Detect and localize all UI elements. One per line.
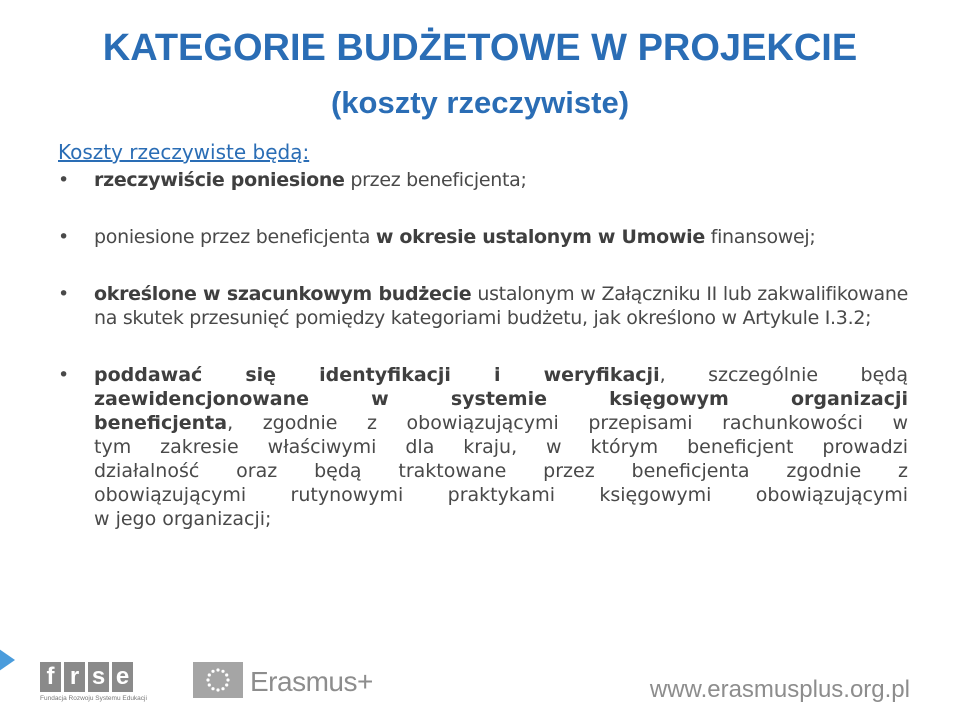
bullet-3-bold: określone w szacunkowym budżecie (94, 283, 472, 305)
bullet-4-line-6-text: obowiązującymi rutynowymi praktykami księgowymi obowiązującymi (94, 484, 908, 506)
frse-letter-s: s (88, 662, 109, 692)
bullet-3-text: ustalonym w Załączniku II lub zakwalifikowane na skutek przesunięć pomiędzy kategoriami budżetu, jak określono w Artykule I.3.2; (94, 283, 908, 329)
frse-subtitle: Fundacja Rozwoju Systemu Edukacji (40, 695, 147, 702)
bullet-4-line-1 (94, 363, 908, 387)
bullet-item-3 (58, 282, 908, 330)
bullet-1-bold: rzeczywiście poniesione (94, 169, 345, 191)
bullet-4-line-1-bold: poddawać się identyfikacji i weryfikacji (94, 364, 660, 386)
bullet-item-4 (58, 363, 908, 531)
bullet-4-line-4-text: tym zakresie właściwymi dla kraju, w którym beneficjent prowadzi (94, 436, 908, 458)
bullet-4-line-7 (94, 507, 908, 531)
slide-subtitle: (koszty rzeczywiste) (330, 85, 630, 120)
bullet-4-line-2-bold: zaewidencjonowane w systemie księgowym organizacji (94, 388, 908, 410)
frse-letter-r: r (64, 662, 85, 692)
slide-content (58, 140, 908, 531)
slide-title: KATEGORIE BUDŻETOWE W PROJEKCIE (102, 27, 858, 69)
bullet-4-line-2 (94, 387, 908, 411)
bullet-2-bold: w okresie ustalonym w Umowie (375, 226, 705, 248)
bullet-4-line-5-text: działalność oraz będą traktowane przez beneficjenta zgodnie z (94, 460, 908, 482)
bullet-4-line-3-text: , zgodnie z obowiązującymi przepisami rachunkowości w (227, 412, 908, 434)
eu-flag-icon (193, 662, 243, 698)
frse-letter-e: e (112, 662, 133, 692)
intro-heading: Koszty rzeczywiste będą: (58, 140, 310, 164)
bullet-2-text-a: poniesione przez beneficjenta (94, 226, 376, 248)
bullet-4-line-3-bold: beneficjenta (94, 412, 228, 434)
frse-letter-f: f (40, 662, 61, 692)
frse-logo-icon (40, 662, 150, 714)
bullet-4-line-1-text: , szczególnie będą (659, 364, 908, 386)
bullet-4-line-4 (94, 435, 908, 459)
bullet-list (58, 168, 908, 531)
eu-flag-stars (193, 662, 243, 698)
footer (0, 650, 960, 719)
frse-letters (40, 662, 150, 692)
bullet-4-line-3 (94, 411, 908, 435)
footer-url: www.erasmusplus.org.pl (649, 676, 910, 703)
bullet-4-line-5 (94, 459, 908, 483)
bullet-4-line-6 (94, 483, 908, 507)
erasmus-plus-label: Erasmus+ (250, 666, 373, 697)
bullet-2-text-b: finansowej; (704, 226, 816, 248)
bullet-1-text: przez beneficjenta; (344, 169, 527, 191)
bullet-item-2 (58, 225, 908, 249)
bullet-4-line-7-text: w jego organizacji; (94, 508, 272, 530)
bullet-item-1 (58, 168, 908, 192)
